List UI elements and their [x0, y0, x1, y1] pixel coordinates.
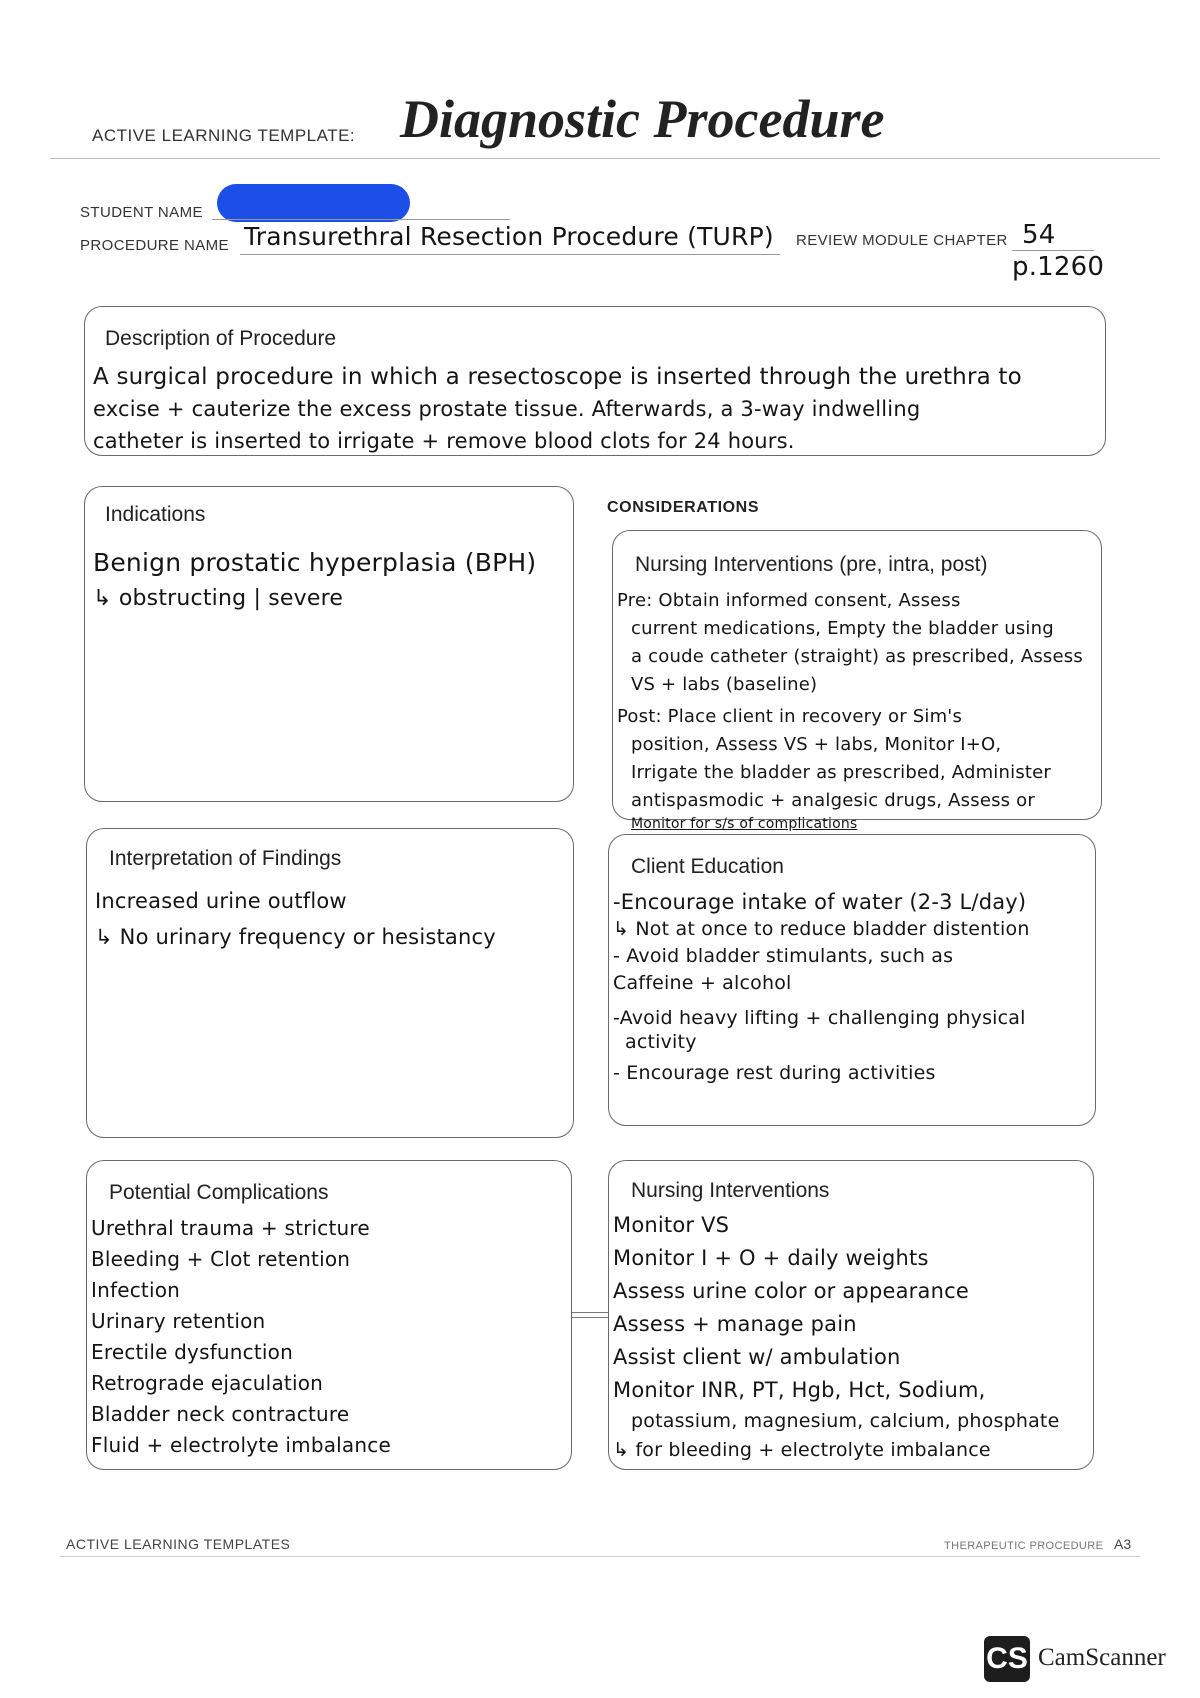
header-rule — [50, 158, 1160, 159]
education-line: -Avoid heavy lifting + challenging physical — [613, 1007, 1026, 1029]
camscanner-wordmark: CamScanner — [1038, 1644, 1166, 1671]
education-line: -Encourage intake of water (2-3 L/day) — [613, 890, 1027, 914]
periop-line: a coude catheter (straight) as prescribed, Assess — [631, 646, 1083, 667]
interpretation-line: ↳ No urinary frequency or hesistancy — [95, 925, 496, 949]
interpretation-text — [95, 883, 496, 955]
interpretation-box — [86, 828, 574, 1138]
page-reference: p.1260 — [1012, 252, 1105, 282]
complications-title: Potential Complications — [109, 1181, 329, 1204]
client-education-text — [613, 889, 1030, 1087]
box-connector — [572, 1312, 608, 1318]
nursing-interventions-text — [613, 1209, 1059, 1465]
footer-left-label: ACTIVE LEARNING TEMPLATES — [66, 1536, 291, 1552]
indications-line: ↳ obstructing | severe — [93, 586, 344, 611]
periop-line: current medications, Empty the bladder using — [631, 618, 1054, 639]
description-box — [84, 306, 1106, 456]
footer-right-label: THERAPEUTIC PROCEDURE — [944, 1540, 1104, 1552]
periop-line: Post: Place client in recovery or Sim's — [617, 706, 963, 727]
student-name-label: STUDENT NAME — [80, 204, 203, 221]
template-label: ACTIVE LEARNING TEMPLATE: — [92, 126, 356, 145]
review-module-value: 54 — [1022, 220, 1056, 250]
periop-line: antispasmodic + analgesic drugs, Assess or — [631, 790, 1035, 811]
complication-item: Infection — [91, 1278, 181, 1302]
nursing-interventions-periop-title: Nursing Interventions (pre, intra, post) — [635, 553, 988, 576]
description-title: Description of Procedure — [105, 327, 337, 350]
education-line: Caffeine + alcohol — [613, 972, 792, 994]
footer-page-code: A3 — [1114, 1536, 1132, 1552]
complications-box — [86, 1160, 572, 1470]
footer-rule — [60, 1556, 1140, 1557]
complication-item: Fluid + electrolyte imbalance — [91, 1433, 391, 1457]
intervention-item: Monitor I + O + daily weights — [613, 1246, 929, 1270]
procedure-name-line — [240, 254, 780, 255]
description-line: excise + cauterize the excess prostate tissue. Afterwards, a 3-way indwelling — [93, 397, 921, 421]
indications-title: Indications — [105, 503, 206, 526]
redaction-mark — [217, 184, 410, 222]
intervention-item: Monitor INR, PT, Hgb, Hct, Sodium, — [613, 1378, 986, 1402]
intervention-item: ↳ for bleeding + electrolyte imbalance — [613, 1439, 991, 1461]
education-line: - Encourage rest during activities — [613, 1062, 936, 1084]
intervention-item: Monitor VS — [613, 1213, 730, 1237]
considerations-label: CONSIDERATIONS — [607, 499, 760, 516]
intervention-item: Assess + manage pain — [613, 1312, 857, 1336]
client-education-box — [608, 834, 1096, 1126]
description-line: catheter is inserted to irrigate + remove blood clots for 24 hours. — [93, 429, 795, 453]
periop-line: Irrigate the bladder as prescribed, Administer — [631, 762, 1052, 783]
nursing-interventions-periop-text — [617, 587, 1083, 833]
complication-item: Bleeding + Clot retention — [91, 1247, 351, 1271]
complications-text — [91, 1213, 391, 1461]
review-module-line — [1012, 250, 1094, 251]
nursing-interventions-title: Nursing Interventions — [631, 1179, 830, 1202]
interpretation-title: Interpretation of Findings — [109, 847, 342, 870]
page-title: Diagnostic Procedure — [400, 89, 885, 149]
description-text — [93, 361, 1022, 457]
indications-text — [93, 545, 536, 617]
complication-item: Urinary retention — [91, 1309, 266, 1333]
nursing-interventions-periop-box — [612, 530, 1102, 832]
education-line: ↳ Not at once to reduce bladder distention — [613, 918, 1030, 940]
periop-line: Pre: Obtain informed consent, Assess — [617, 590, 961, 611]
student-name-line — [212, 219, 510, 220]
nursing-interventions-box — [608, 1160, 1094, 1470]
interpretation-line: Increased urine outflow — [95, 889, 347, 913]
education-line: - Avoid bladder stimulants, such as — [613, 945, 954, 967]
intervention-item: Assist client w/ ambulation — [613, 1345, 901, 1369]
description-line: A surgical procedure in which a resectoscope is inserted through the urethra to — [93, 364, 1022, 390]
procedure-name-label: PROCEDURE NAME — [80, 237, 229, 254]
client-education-title: Client Education — [631, 855, 784, 878]
periop-line: Monitor for s/s of complications — [631, 816, 858, 832]
periop-line: position, Assess VS + labs, Monitor I+O, — [631, 734, 1002, 755]
complication-item: Urethral trauma + stricture — [91, 1216, 370, 1240]
procedure-name-value: Transurethral Resection Procedure (TURP) — [244, 222, 774, 251]
intervention-item: potassium, magnesium, calcium, phosphate — [631, 1410, 1060, 1432]
periop-line: VS + labs (baseline) — [631, 674, 818, 695]
complication-item: Retrograde ejaculation — [91, 1371, 324, 1395]
indications-box — [84, 486, 574, 802]
intervention-item: Assess urine color or appearance — [613, 1279, 969, 1303]
complication-item: Erectile dysfunction — [91, 1340, 293, 1364]
review-module-label: REVIEW MODULE CHAPTER — [796, 232, 1008, 249]
camscanner-logo-icon: CS — [984, 1636, 1030, 1682]
indications-line: Benign prostatic hyperplasia (BPH) — [93, 548, 537, 577]
complication-item: Bladder neck contracture — [91, 1402, 350, 1426]
education-line: activity — [625, 1031, 697, 1053]
